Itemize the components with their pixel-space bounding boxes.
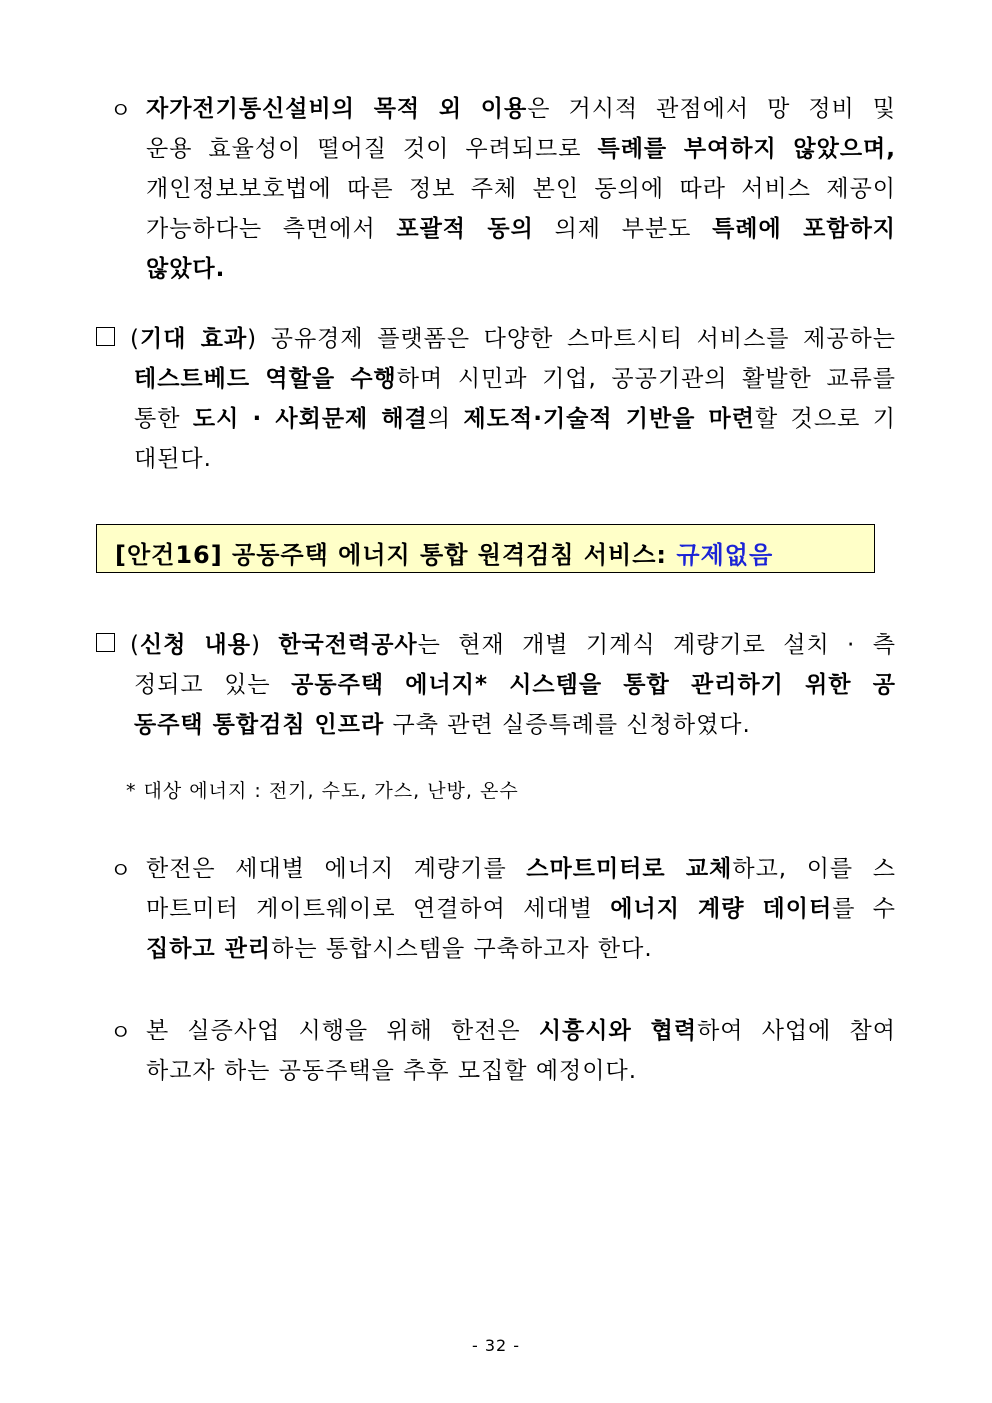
page-number: - 32 -	[471, 1336, 521, 1355]
text-line	[146, 930, 653, 963]
text-line	[146, 1052, 637, 1085]
text-run: 한국전력공사	[278, 632, 418, 658]
text-line	[130, 320, 896, 353]
text-line	[146, 850, 896, 883]
checkbox-square-icon	[96, 327, 115, 346]
text-run: 의	[427, 406, 464, 432]
agenda-heading-box	[96, 524, 875, 573]
text-run: 하고자 하는 공동주택을 추후 모집할 예정이다.	[146, 1058, 638, 1084]
text-line	[130, 626, 896, 659]
text-run: 시흥시와 협력	[538, 1018, 698, 1044]
text-line	[146, 890, 896, 923]
text-run: 를 수	[832, 896, 897, 922]
text-run: 은 거시적 관점에서 망 정비 및	[527, 96, 896, 122]
text-run: 않았다.	[146, 256, 226, 282]
text-run: 공동주택 에너지	[291, 672, 475, 698]
text-run: 특례에 포함하지	[712, 216, 896, 242]
agenda-heading	[115, 535, 773, 570]
text-run: *	[474, 672, 510, 698]
text-line	[146, 250, 225, 283]
text-run: 의제 부분도	[533, 216, 713, 242]
footnote-energy-types: * 대상 에너지 : 전기, 수도, 가스, 난방, 온수	[126, 780, 519, 802]
text-run: 스마트미터로 교체	[526, 856, 733, 882]
text-run: 테스트베드 역할을 수행	[134, 366, 397, 392]
text-run: 집하고 관리	[146, 936, 272, 962]
text-line	[134, 400, 896, 433]
text-run: 는 현재 개별 기계식 계량기로 설치 · 측	[417, 632, 896, 658]
text-run: 에너지 계량 데이터	[610, 896, 833, 922]
text-line	[146, 130, 896, 163]
text-line	[146, 1012, 896, 1045]
text-run: 할 것으로 기	[755, 406, 897, 432]
text-line	[134, 440, 212, 473]
text-run: 마트미터 게이트웨이로 연결하여 세대별	[146, 896, 611, 922]
text-line	[134, 360, 896, 393]
text-line	[134, 706, 751, 739]
agenda-heading-title: [안건16] 공동주택 에너지 통합 원격검침 서비스:	[115, 541, 677, 569]
text-run: 가능하다는 측면에서	[146, 216, 397, 242]
bullet-marker: ㅇ	[110, 99, 132, 124]
text-run: 기대 효과	[139, 326, 248, 352]
text-run: 통한	[134, 406, 193, 432]
checkbox-square-icon	[96, 633, 115, 652]
regulation-status: 규제없음	[676, 541, 774, 569]
text-run: 하고, 이를 스	[732, 856, 896, 882]
text-line	[146, 210, 896, 243]
text-line	[134, 666, 896, 699]
text-run: (	[130, 632, 140, 658]
text-line	[146, 90, 896, 123]
text-run: 본 실증사업 시행을 위해 한전은	[146, 1018, 539, 1044]
text-run: 구축 관련 실증특례를 신청하였다.	[384, 712, 751, 738]
text-run: 하는 통합시스템을 구축하고자 한다.	[271, 936, 653, 962]
text-run: 하여 사업에 참여	[697, 1018, 896, 1044]
text-run: 신청 내용	[139, 632, 251, 658]
text-run: 동주택 통합검침 인프라	[134, 712, 385, 738]
text-run: 포괄적 동의	[396, 216, 534, 242]
text-run: 자가전기통신설비의 목적 외 이용	[146, 96, 528, 122]
text-run: 대된다.	[134, 446, 212, 472]
text-line	[146, 170, 896, 203]
text-run: (	[130, 326, 140, 352]
bullet-marker: ㅇ	[110, 1021, 132, 1046]
text-run: ) 공유경제 플랫폼은 다양한 스마트시티 서비스를 제공하는	[247, 326, 896, 352]
text-run: 도시 · 사회문제 해결	[192, 406, 428, 432]
text-run: 개인정보보호법에 따른 정보 주체 본인 동의에 따라 서비스 제공이	[146, 176, 896, 202]
bullet-marker: ㅇ	[110, 859, 132, 884]
text-run: 특례를 부여하지 않았으며,	[597, 136, 897, 162]
text-run: 하며 시민과 기업, 공공기관의 활발한 교류를	[396, 366, 897, 392]
text-run: 한전은 세대별 에너지 계량기를	[146, 856, 527, 882]
text-run: 시스템을 통합 관리하기 위한 공	[509, 672, 896, 698]
text-run: 정되고 있는	[134, 672, 292, 698]
text-run: )	[250, 632, 279, 658]
text-run: 제도적·기술적 기반을 마련	[463, 406, 755, 432]
text-run: 운용 효율성이 떨어질 것이 우려되므로	[146, 136, 598, 162]
